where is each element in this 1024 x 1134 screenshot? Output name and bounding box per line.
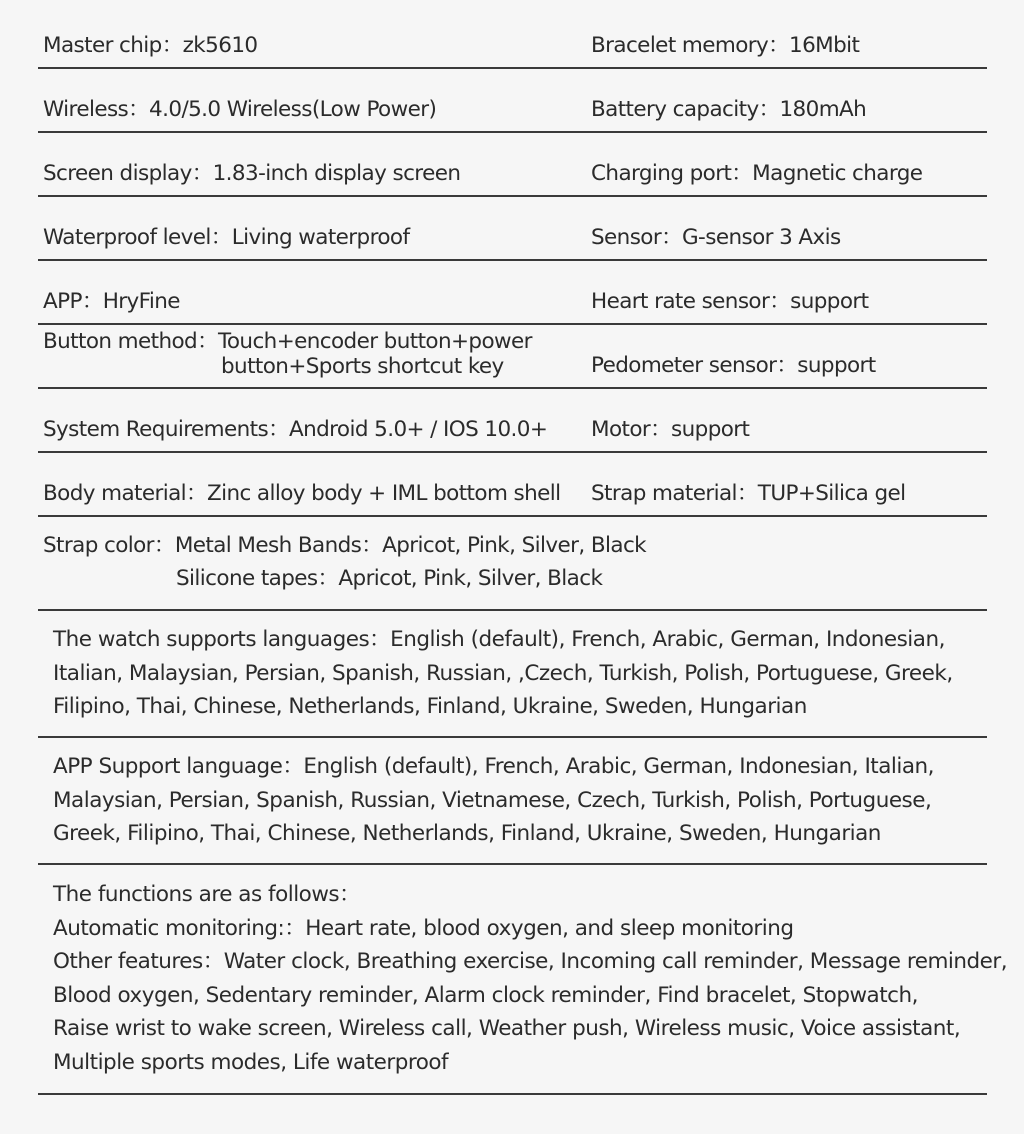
watch-languages-line: Italian, Malaysian, Persian, Spanish, Russian, ,Czech, Turkish, Polish, Portuguese, Greek, [53,660,953,686]
spec-screen-display: Screen display：1.83-inch display screen [43,161,461,186]
spec-button-method-continued: button+Sports shortcut key [221,354,504,379]
strap-color-metal-mesh: Strap color：Metal Mesh Bands：Apricot, Pink, Silver, Black [43,533,647,558]
functions-line: Multiple sports modes, Life waterproof [53,1049,449,1075]
spec-charging-port: Charging port：Magnetic charge [591,161,923,186]
divider [38,131,987,133]
spec-battery-capacity: Battery capacity：180mAh [591,97,867,122]
divider [38,736,987,738]
spec-master-chip: Master chip：zk5610 [43,33,258,58]
divider [38,259,987,261]
spec-button-method: Button method：Touch+encoder button+power [43,329,532,354]
spec-system-requirements: System Requirements：Android 5.0+ / IOS 10.0+ [43,417,548,442]
spec-pedometer-sensor: Pedometer sensor：support [591,353,876,378]
spec-wireless: Wireless：4.0/5.0 Wireless(Low Power) [43,97,437,122]
functions-line: Blood oxygen, Sedentary reminder, Alarm clock reminder, Find bracelet, Stopwatch, [53,982,918,1008]
divider [38,387,987,389]
app-languages-line: Greek, Filipino, Thai, Chinese, Netherlands, Finland, Ukraine, Sweden, Hungarian [53,821,881,846]
watch-languages-line: Filipino, Thai, Chinese, Netherlands, Finland, Ukraine, Sweden, Hungarian [53,694,807,719]
app-languages-line: APP Support language：English (default), French, Arabic, German, Indonesian, Italian, [53,754,934,779]
spec-app: APP：HryFine [43,289,180,314]
divider [38,609,987,611]
divider [38,195,987,197]
watch-languages-block [53,623,953,724]
watch-languages-line: The watch supports languages：English (default), French, Arabic, German, Indonesian, [53,627,945,652]
spec-waterproof-level: Waterproof level：Living waterproof [43,225,410,250]
divider [38,67,987,69]
divider [38,1093,987,1095]
functions-line: Raise wrist to wake screen, Wireless call, Weather push, Wireless music, Voice assistant, [53,1016,961,1041]
functions-block [53,878,1007,1079]
functions-heading: The functions are as follows： [53,882,361,907]
functions-line: Automatic monitoring:：Heart rate, blood oxygen, and sleep monitoring [53,915,794,941]
spec-heart-rate-sensor: Heart rate sensor：support [591,289,869,314]
divider [38,323,987,325]
functions-line: Other features：Water clock, Breathing exercise, Incoming call reminder, Message reminder, [53,949,1008,974]
spec-strap-material: Strap material：TUP+Silica gel [591,481,906,506]
app-languages-block [53,750,934,851]
spec-motor: Motor：support [591,417,750,442]
app-languages-line: Malaysian, Persian, Spanish, Russian, Vietnamese, Czech, Turkish, Polish, Portuguese, [53,787,932,813]
divider [38,863,987,865]
divider [38,515,987,517]
spec-body-material: Body material：Zinc alloy body + IML bottom shell [43,481,561,506]
spec-bracelet-memory: Bracelet memory：16Mbit [591,33,860,58]
divider [38,451,987,453]
strap-color-silicone: Silicone tapes：Apricot, Pink, Silver, Black [176,566,603,591]
spec-sensor: Sensor：G-sensor 3 Axis [591,225,841,250]
